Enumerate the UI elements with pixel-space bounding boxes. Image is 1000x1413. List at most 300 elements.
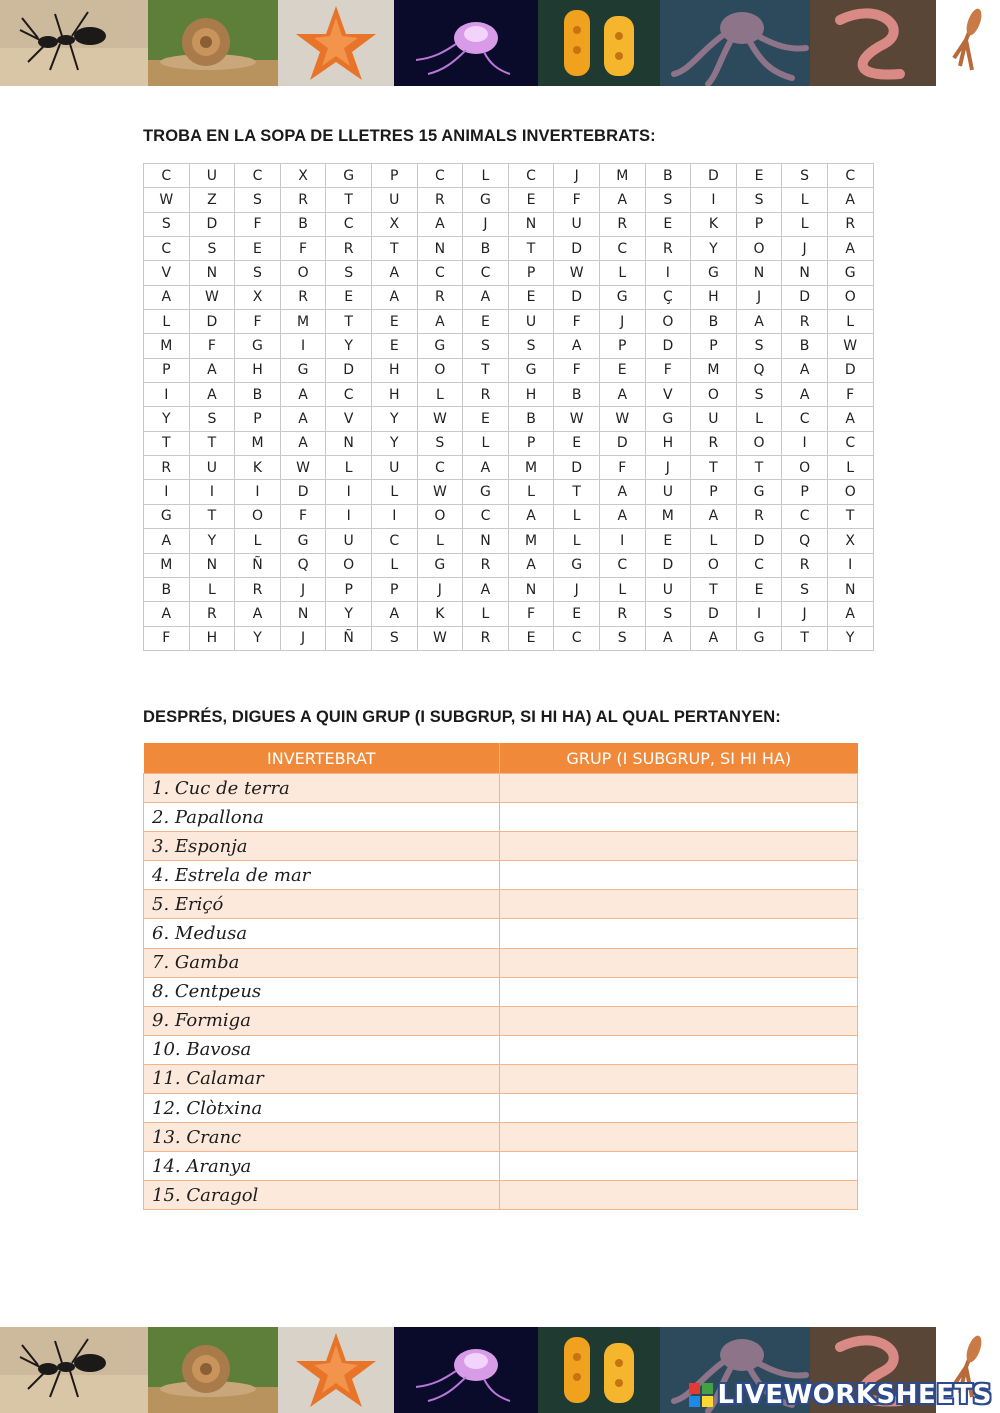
grid-cell[interactable]: T [554,480,600,504]
grid-cell[interactable]: V [645,383,691,407]
grid-cell[interactable]: D [554,285,600,309]
grid-cell[interactable]: M [599,164,645,188]
grid-cell[interactable]: C [508,164,554,188]
grid-cell[interactable]: D [691,164,737,188]
grid-cell[interactable]: P [599,334,645,358]
grid-cell[interactable]: P [691,334,737,358]
grid-cell[interactable]: C [417,261,463,285]
grid-cell[interactable]: S [189,237,235,261]
grid-cell[interactable]: I [326,504,372,528]
grup-answer-field[interactable] [500,1006,858,1035]
grid-cell[interactable]: F [189,334,235,358]
grid-cell[interactable]: L [371,553,417,577]
grid-cell[interactable]: R [691,431,737,455]
grid-cell[interactable]: E [599,358,645,382]
grid-cell[interactable]: A [463,285,509,309]
grid-cell[interactable]: S [782,577,828,601]
grid-cell[interactable]: J [782,237,828,261]
grid-cell[interactable]: O [280,261,326,285]
grid-cell[interactable]: Y [189,529,235,553]
grid-cell[interactable]: J [280,577,326,601]
grid-cell[interactable]: R [235,577,281,601]
grid-cell[interactable]: N [782,261,828,285]
grid-cell[interactable]: K [235,456,281,480]
grid-cell[interactable]: T [144,431,190,455]
grid-cell[interactable]: G [508,358,554,382]
grid-cell[interactable]: D [782,285,828,309]
grid-cell[interactable]: B [782,334,828,358]
grid-cell[interactable]: G [463,480,509,504]
grid-cell[interactable]: R [326,237,372,261]
grid-cell[interactable]: M [691,358,737,382]
grid-cell[interactable]: D [599,431,645,455]
grid-cell[interactable]: N [189,261,235,285]
grid-cell[interactable]: U [645,480,691,504]
grid-cell[interactable]: A [463,577,509,601]
grid-cell[interactable]: S [235,261,281,285]
grid-cell[interactable]: R [280,285,326,309]
grid-cell[interactable]: O [736,431,782,455]
grid-cell[interactable]: M [645,504,691,528]
grid-cell[interactable]: A [235,602,281,626]
grid-cell[interactable]: I [599,529,645,553]
grid-cell[interactable]: L [189,577,235,601]
grid-cell[interactable]: C [599,553,645,577]
grid-cell[interactable]: Y [326,334,372,358]
grup-answer-field[interactable] [500,1123,858,1152]
grid-cell[interactable]: G [599,285,645,309]
grid-cell[interactable]: D [554,456,600,480]
grid-cell[interactable]: U [645,577,691,601]
grid-cell[interactable]: G [736,626,782,650]
grid-cell[interactable]: N [417,237,463,261]
grup-answer-field[interactable] [500,890,858,919]
grid-cell[interactable]: I [827,553,873,577]
grid-cell[interactable]: T [691,577,737,601]
grid-cell[interactable]: N [508,577,554,601]
grid-cell[interactable]: P [691,480,737,504]
grid-cell[interactable]: L [463,602,509,626]
grid-cell[interactable]: R [463,626,509,650]
grid-cell[interactable]: E [235,237,281,261]
grid-cell[interactable]: I [691,188,737,212]
grid-cell[interactable]: T [326,188,372,212]
grid-cell[interactable]: V [144,261,190,285]
grid-cell[interactable]: B [508,407,554,431]
grup-answer-field[interactable] [500,948,858,977]
grid-cell[interactable]: W [417,626,463,650]
grid-cell[interactable]: L [827,310,873,334]
grup-answer-field[interactable] [500,1064,858,1093]
grid-cell[interactable]: Y [326,602,372,626]
grid-cell[interactable]: A [280,431,326,455]
grid-cell[interactable]: X [280,164,326,188]
grid-cell[interactable]: C [144,164,190,188]
grup-answer-field[interactable] [500,861,858,890]
grid-cell[interactable]: R [189,602,235,626]
grid-cell[interactable]: Y [235,626,281,650]
grid-cell[interactable]: E [645,212,691,236]
grid-cell[interactable]: R [599,602,645,626]
grid-cell[interactable]: S [736,188,782,212]
grid-cell[interactable]: E [554,431,600,455]
grid-cell[interactable]: P [371,577,417,601]
grid-cell[interactable]: A [463,456,509,480]
grid-cell[interactable]: L [508,480,554,504]
grid-cell[interactable]: H [235,358,281,382]
grid-cell[interactable]: S [463,334,509,358]
grid-cell[interactable]: E [326,285,372,309]
grid-cell[interactable]: I [235,480,281,504]
grid-cell[interactable]: I [736,602,782,626]
grid-cell[interactable]: P [736,212,782,236]
grid-cell[interactable]: T [827,504,873,528]
grid-cell[interactable]: I [371,504,417,528]
grid-cell[interactable]: S [235,188,281,212]
grup-answer-field[interactable] [500,803,858,832]
grid-cell[interactable]: L [371,480,417,504]
grid-cell[interactable]: C [599,237,645,261]
grid-cell[interactable]: F [235,212,281,236]
grid-cell[interactable]: T [736,456,782,480]
grid-cell[interactable]: S [736,383,782,407]
grid-cell[interactable]: M [280,310,326,334]
grid-cell[interactable]: U [189,164,235,188]
grid-cell[interactable]: I [144,383,190,407]
grid-cell[interactable]: U [691,407,737,431]
grid-cell[interactable]: L [144,310,190,334]
grid-cell[interactable]: A [599,383,645,407]
grid-cell[interactable]: C [326,212,372,236]
grid-cell[interactable]: E [463,407,509,431]
grid-cell[interactable]: T [463,358,509,382]
grid-cell[interactable]: A [144,529,190,553]
grid-cell[interactable]: A [827,407,873,431]
grid-cell[interactable]: W [417,480,463,504]
grid-cell[interactable]: H [508,383,554,407]
grid-cell[interactable]: J [782,602,828,626]
grid-cell[interactable]: Y [827,626,873,650]
grid-cell[interactable]: G [417,334,463,358]
grid-cell[interactable]: B [554,383,600,407]
grid-cell[interactable]: F [144,626,190,650]
grid-cell[interactable]: W [280,456,326,480]
grup-answer-field[interactable] [500,774,858,803]
grid-cell[interactable]: N [189,553,235,577]
grid-cell[interactable]: C [144,237,190,261]
grid-cell[interactable]: M [144,334,190,358]
grid-cell[interactable]: M [508,456,554,480]
grid-cell[interactable]: A [417,212,463,236]
grid-cell[interactable]: E [371,334,417,358]
grid-cell[interactable]: E [508,626,554,650]
grid-cell[interactable]: A [144,602,190,626]
grid-cell[interactable]: P [371,164,417,188]
grid-cell[interactable]: N [280,602,326,626]
grid-cell[interactable]: P [235,407,281,431]
grid-cell[interactable]: L [417,529,463,553]
grid-cell[interactable]: S [645,188,691,212]
grid-cell[interactable]: Y [144,407,190,431]
grid-cell[interactable]: M [235,431,281,455]
grid-cell[interactable]: U [508,310,554,334]
grid-cell[interactable]: C [417,164,463,188]
grid-cell[interactable]: A [599,188,645,212]
grid-cell[interactable]: R [144,456,190,480]
grid-cell[interactable]: U [554,212,600,236]
grid-cell[interactable]: R [782,553,828,577]
grid-cell[interactable]: W [417,407,463,431]
grid-cell[interactable]: S [417,431,463,455]
grid-cell[interactable]: L [463,164,509,188]
grid-cell[interactable]: T [508,237,554,261]
grid-cell[interactable]: B [235,383,281,407]
grid-cell[interactable]: F [554,188,600,212]
grid-cell[interactable]: D [280,480,326,504]
grid-cell[interactable]: A [417,310,463,334]
grid-cell[interactable]: K [691,212,737,236]
grid-cell[interactable]: H [189,626,235,650]
grid-cell[interactable]: T [189,504,235,528]
grid-cell[interactable]: J [417,577,463,601]
grid-cell[interactable]: O [235,504,281,528]
grid-cell[interactable]: A [371,261,417,285]
grid-cell[interactable]: M [508,529,554,553]
grid-cell[interactable]: C [326,383,372,407]
grid-cell[interactable]: R [645,237,691,261]
grid-cell[interactable]: H [371,383,417,407]
grid-cell[interactable]: E [554,602,600,626]
grid-cell[interactable]: E [736,577,782,601]
grid-cell[interactable]: E [463,310,509,334]
grid-cell[interactable]: S [371,626,417,650]
grid-cell[interactable]: A [827,602,873,626]
grup-answer-field[interactable] [500,1152,858,1181]
grid-cell[interactable]: E [645,529,691,553]
grid-cell[interactable]: N [326,431,372,455]
grid-cell[interactable]: R [463,553,509,577]
grid-cell[interactable]: R [736,504,782,528]
grid-cell[interactable]: V [326,407,372,431]
grid-cell[interactable]: G [691,261,737,285]
grid-cell[interactable]: T [326,310,372,334]
grid-cell[interactable]: B [645,164,691,188]
grid-cell[interactable]: Ñ [326,626,372,650]
grid-cell[interactable]: H [371,358,417,382]
grid-cell[interactable]: E [371,310,417,334]
grid-cell[interactable]: Ç [645,285,691,309]
grid-cell[interactable]: A [736,310,782,334]
grid-cell[interactable]: L [691,529,737,553]
grid-cell[interactable]: H [645,431,691,455]
grid-cell[interactable]: H [691,285,737,309]
grid-cell[interactable]: L [782,188,828,212]
grid-cell[interactable]: L [736,407,782,431]
grup-answer-field[interactable] [500,1181,858,1210]
grid-cell[interactable]: F [645,358,691,382]
grid-cell[interactable]: S [189,407,235,431]
grid-cell[interactable]: A [189,358,235,382]
grid-cell[interactable]: N [827,577,873,601]
grid-cell[interactable]: G [326,164,372,188]
grid-cell[interactable]: I [326,480,372,504]
grid-cell[interactable]: D [189,212,235,236]
grid-cell[interactable]: A [554,334,600,358]
grid-cell[interactable]: D [645,553,691,577]
grid-cell[interactable]: G [280,358,326,382]
grid-cell[interactable]: R [827,212,873,236]
grid-cell[interactable]: J [554,164,600,188]
grid-cell[interactable]: A [645,626,691,650]
grid-cell[interactable]: L [417,383,463,407]
grid-cell[interactable]: R [463,383,509,407]
grup-answer-field[interactable] [500,977,858,1006]
grid-cell[interactable]: L [463,431,509,455]
grid-cell[interactable]: F [280,504,326,528]
grid-cell[interactable]: F [599,456,645,480]
grid-cell[interactable]: U [371,456,417,480]
grid-cell[interactable]: P [508,261,554,285]
grid-cell[interactable]: C [463,261,509,285]
grid-cell[interactable]: L [599,577,645,601]
grid-cell[interactable]: L [235,529,281,553]
grid-cell[interactable]: A [782,358,828,382]
grid-cell[interactable]: J [645,456,691,480]
grid-cell[interactable]: F [554,310,600,334]
grid-cell[interactable]: W [144,188,190,212]
grid-cell[interactable]: G [463,188,509,212]
grid-cell[interactable]: X [235,285,281,309]
grid-cell[interactable]: A [144,285,190,309]
grid-cell[interactable]: A [691,504,737,528]
grid-cell[interactable]: N [508,212,554,236]
grid-cell[interactable]: W [827,334,873,358]
grid-cell[interactable]: Z [189,188,235,212]
grid-cell[interactable]: I [280,334,326,358]
grid-cell[interactable]: L [554,504,600,528]
grid-cell[interactable]: C [736,553,782,577]
grid-cell[interactable]: L [827,456,873,480]
grid-cell[interactable]: A [189,383,235,407]
grid-cell[interactable]: A [508,504,554,528]
grid-cell[interactable]: U [189,456,235,480]
grid-cell[interactable]: T [691,456,737,480]
grid-cell[interactable]: O [417,358,463,382]
grid-cell[interactable]: T [371,237,417,261]
grid-cell[interactable]: C [827,431,873,455]
grid-cell[interactable]: R [417,285,463,309]
grid-cell[interactable]: F [280,237,326,261]
grid-cell[interactable]: C [827,164,873,188]
grid-cell[interactable]: A [371,602,417,626]
grid-cell[interactable]: N [736,261,782,285]
grid-cell[interactable]: S [645,602,691,626]
grid-cell[interactable]: F [235,310,281,334]
grid-cell[interactable]: S [736,334,782,358]
grid-cell[interactable]: I [645,261,691,285]
grid-cell[interactable]: D [554,237,600,261]
grid-cell[interactable]: T [782,626,828,650]
grid-cell[interactable]: J [463,212,509,236]
grid-cell[interactable]: A [599,480,645,504]
grid-cell[interactable]: J [280,626,326,650]
grid-cell[interactable]: F [508,602,554,626]
grid-cell[interactable]: C [417,456,463,480]
grid-cell[interactable]: W [189,285,235,309]
grup-answer-field[interactable] [500,919,858,948]
grid-cell[interactable]: O [736,237,782,261]
grid-cell[interactable]: F [554,358,600,382]
grid-cell[interactable]: Ñ [235,553,281,577]
grid-cell[interactable]: Y [691,237,737,261]
grid-cell[interactable]: K [417,602,463,626]
grid-cell[interactable]: B [691,310,737,334]
grid-cell[interactable]: Q [280,553,326,577]
grid-cell[interactable]: G [235,334,281,358]
grid-cell[interactable]: P [782,480,828,504]
grid-cell[interactable]: G [280,529,326,553]
grid-cell[interactable]: T [189,431,235,455]
grid-cell[interactable]: C [782,407,828,431]
grid-cell[interactable]: W [554,261,600,285]
grid-cell[interactable]: O [691,383,737,407]
grid-cell[interactable]: C [235,164,281,188]
grid-cell[interactable]: I [144,480,190,504]
grid-cell[interactable]: I [189,480,235,504]
grid-cell[interactable]: L [326,456,372,480]
grid-cell[interactable]: D [736,529,782,553]
grid-cell[interactable]: B [463,237,509,261]
grid-cell[interactable]: A [280,407,326,431]
grid-cell[interactable]: P [508,431,554,455]
grid-cell[interactable]: R [417,188,463,212]
grid-cell[interactable]: G [144,504,190,528]
grid-cell[interactable]: W [599,407,645,431]
grid-cell[interactable]: Q [736,358,782,382]
grid-cell[interactable]: O [782,456,828,480]
grid-cell[interactable]: O [827,285,873,309]
grid-cell[interactable]: G [736,480,782,504]
grid-cell[interactable]: Y [371,407,417,431]
grid-cell[interactable]: A [599,504,645,528]
grid-cell[interactable]: R [782,310,828,334]
grup-answer-field[interactable] [500,832,858,861]
grid-cell[interactable]: F [827,383,873,407]
grid-cell[interactable]: W [554,407,600,431]
grid-cell[interactable]: J [599,310,645,334]
grup-answer-field[interactable] [500,1035,858,1064]
grid-cell[interactable]: C [371,529,417,553]
grid-cell[interactable]: P [326,577,372,601]
grid-cell[interactable]: D [189,310,235,334]
grid-cell[interactable]: C [554,626,600,650]
grid-cell[interactable]: J [736,285,782,309]
grid-cell[interactable]: G [645,407,691,431]
grid-cell[interactable]: Y [371,431,417,455]
grid-cell[interactable]: R [599,212,645,236]
grid-cell[interactable]: A [782,383,828,407]
grid-cell[interactable]: U [326,529,372,553]
grid-cell[interactable]: S [508,334,554,358]
grid-cell[interactable]: O [326,553,372,577]
grid-cell[interactable]: G [554,553,600,577]
grid-cell[interactable]: B [280,212,326,236]
grup-answer-field[interactable] [500,1094,858,1123]
grid-cell[interactable]: U [371,188,417,212]
grid-cell[interactable]: G [417,553,463,577]
grid-cell[interactable]: A [280,383,326,407]
grid-cell[interactable]: D [326,358,372,382]
